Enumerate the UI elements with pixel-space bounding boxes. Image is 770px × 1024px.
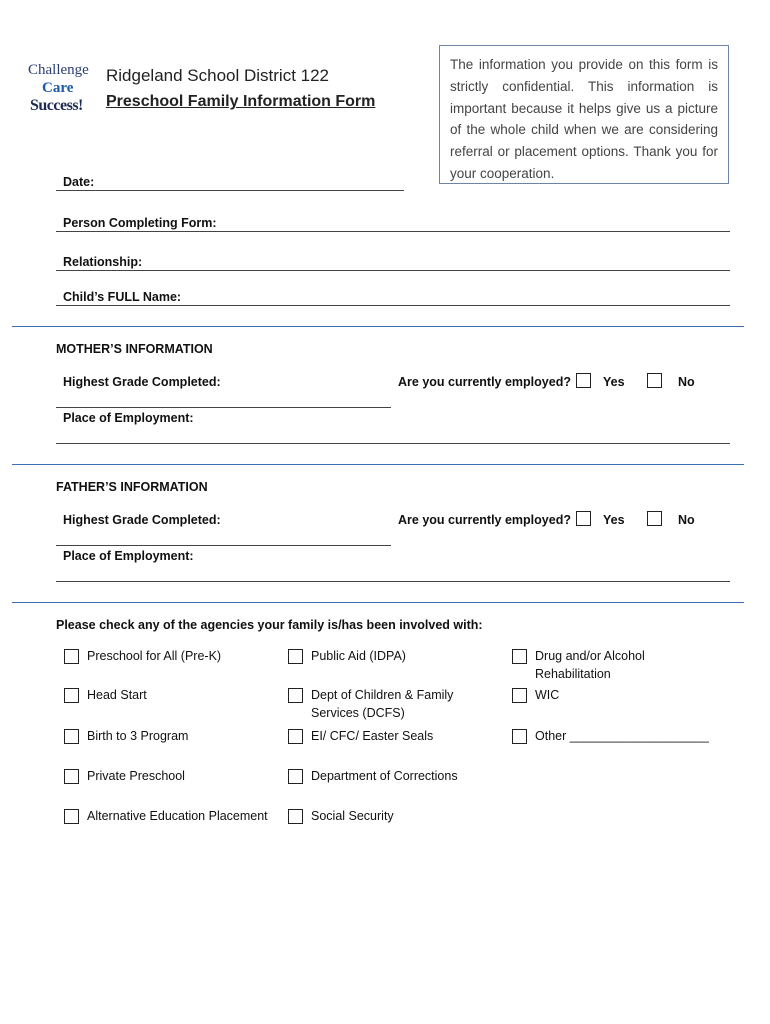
- agency-checkbox[interactable]: [288, 649, 303, 664]
- date-label: Date:: [63, 175, 95, 189]
- agency-checkbox[interactable]: [288, 809, 303, 824]
- mother-section-heading: MOTHER’S INFORMATION: [56, 342, 213, 356]
- child-name-label: Child’s FULL Name:: [63, 290, 182, 304]
- confidentiality-notice: The information you provide on this form is strictly confidential. This information is important because it helps give us a picture of the whole child when we are considering referral or placement options. Thank you for your cooperation.: [439, 45, 729, 184]
- agency-checkbox[interactable]: [512, 688, 527, 703]
- logo-line-2: Care: [42, 80, 74, 96]
- mother-no-label: No: [678, 375, 695, 389]
- father-grade-field[interactable]: [56, 545, 391, 546]
- father-place-field[interactable]: [56, 581, 730, 582]
- date-field[interactable]: [56, 190, 404, 191]
- father-section-heading: FATHER’S INFORMATION: [56, 480, 208, 494]
- agency-checkbox[interactable]: [288, 769, 303, 784]
- agency-option-label: Social Security: [311, 809, 394, 823]
- mother-employed-no-checkbox[interactable]: [647, 373, 662, 388]
- agency-option-label: Alternative Education Placement: [87, 809, 268, 823]
- agency-checkbox[interactable]: [64, 649, 79, 664]
- agency-option-label: Birth to 3 Program: [87, 729, 189, 743]
- agency-option-label: Department of Corrections: [311, 769, 458, 783]
- father-grade-label: Highest Grade Completed:: [63, 513, 221, 527]
- mother-grade-field[interactable]: [56, 407, 391, 408]
- agency-other-label: Other ____________________: [535, 729, 709, 743]
- child-name-field[interactable]: [56, 305, 730, 306]
- father-no-label: No: [678, 513, 695, 527]
- agency-option-label: EI/ CFC/ Easter Seals: [311, 729, 434, 743]
- mother-employed-yes-checkbox[interactable]: [576, 373, 591, 388]
- logo-line-3: Success!: [30, 97, 83, 114]
- agency-checkbox[interactable]: [64, 729, 79, 744]
- agency-checkbox[interactable]: [64, 769, 79, 784]
- agency-option-label: Head Start: [87, 688, 147, 702]
- form-title: Preschool Family Information Form: [106, 93, 376, 110]
- father-employed-yes-checkbox[interactable]: [576, 511, 591, 526]
- agency-checkbox[interactable]: [64, 688, 79, 703]
- agency-checkbox[interactable]: [512, 649, 527, 664]
- agency-option-label: Public Aid (IDPA): [311, 649, 406, 663]
- agency-option-label: WIC: [535, 688, 560, 702]
- section-divider: [12, 464, 744, 465]
- relationship-label: Relationship:: [63, 255, 143, 269]
- agency-checkbox[interactable]: [512, 729, 527, 744]
- father-place-label: Place of Employment:: [63, 549, 194, 563]
- district-name: Ridgeland School District 122: [106, 66, 330, 85]
- section-divider: [12, 326, 744, 327]
- section-divider: [12, 602, 744, 603]
- challenge-care-success-logo: [28, 62, 92, 122]
- agency-option-label: Drug and/or Alcohol Rehabilitation: [535, 649, 652, 681]
- person-completing-label: Person Completing Form:: [63, 216, 217, 230]
- agency-option-label: Preschool for All (Pre-K): [87, 649, 222, 663]
- logo-line-1: Challenge: [28, 62, 89, 78]
- agencies-prompt: Please check any of the agencies your family is/has been involved with:: [56, 618, 483, 632]
- mother-place-field[interactable]: [56, 443, 730, 444]
- person-completing-field[interactable]: [56, 231, 730, 232]
- agency-checkbox[interactable]: [288, 729, 303, 744]
- mother-employed-question: Are you currently employed?: [398, 375, 571, 389]
- relationship-field[interactable]: [56, 270, 730, 271]
- father-yes-label: Yes: [603, 513, 625, 527]
- father-employed-question: Are you currently employed?: [398, 513, 571, 527]
- father-employed-no-checkbox[interactable]: [647, 511, 662, 526]
- mother-grade-label: Highest Grade Completed:: [63, 375, 221, 389]
- agency-checkbox[interactable]: [288, 688, 303, 703]
- agency-option-label: Private Preschool: [87, 769, 185, 783]
- mother-yes-label: Yes: [603, 375, 625, 389]
- agency-option-label: Dept of Children & Family Services (DCFS): [311, 688, 461, 720]
- agency-checkbox[interactable]: [64, 809, 79, 824]
- mother-place-label: Place of Employment:: [63, 411, 194, 425]
